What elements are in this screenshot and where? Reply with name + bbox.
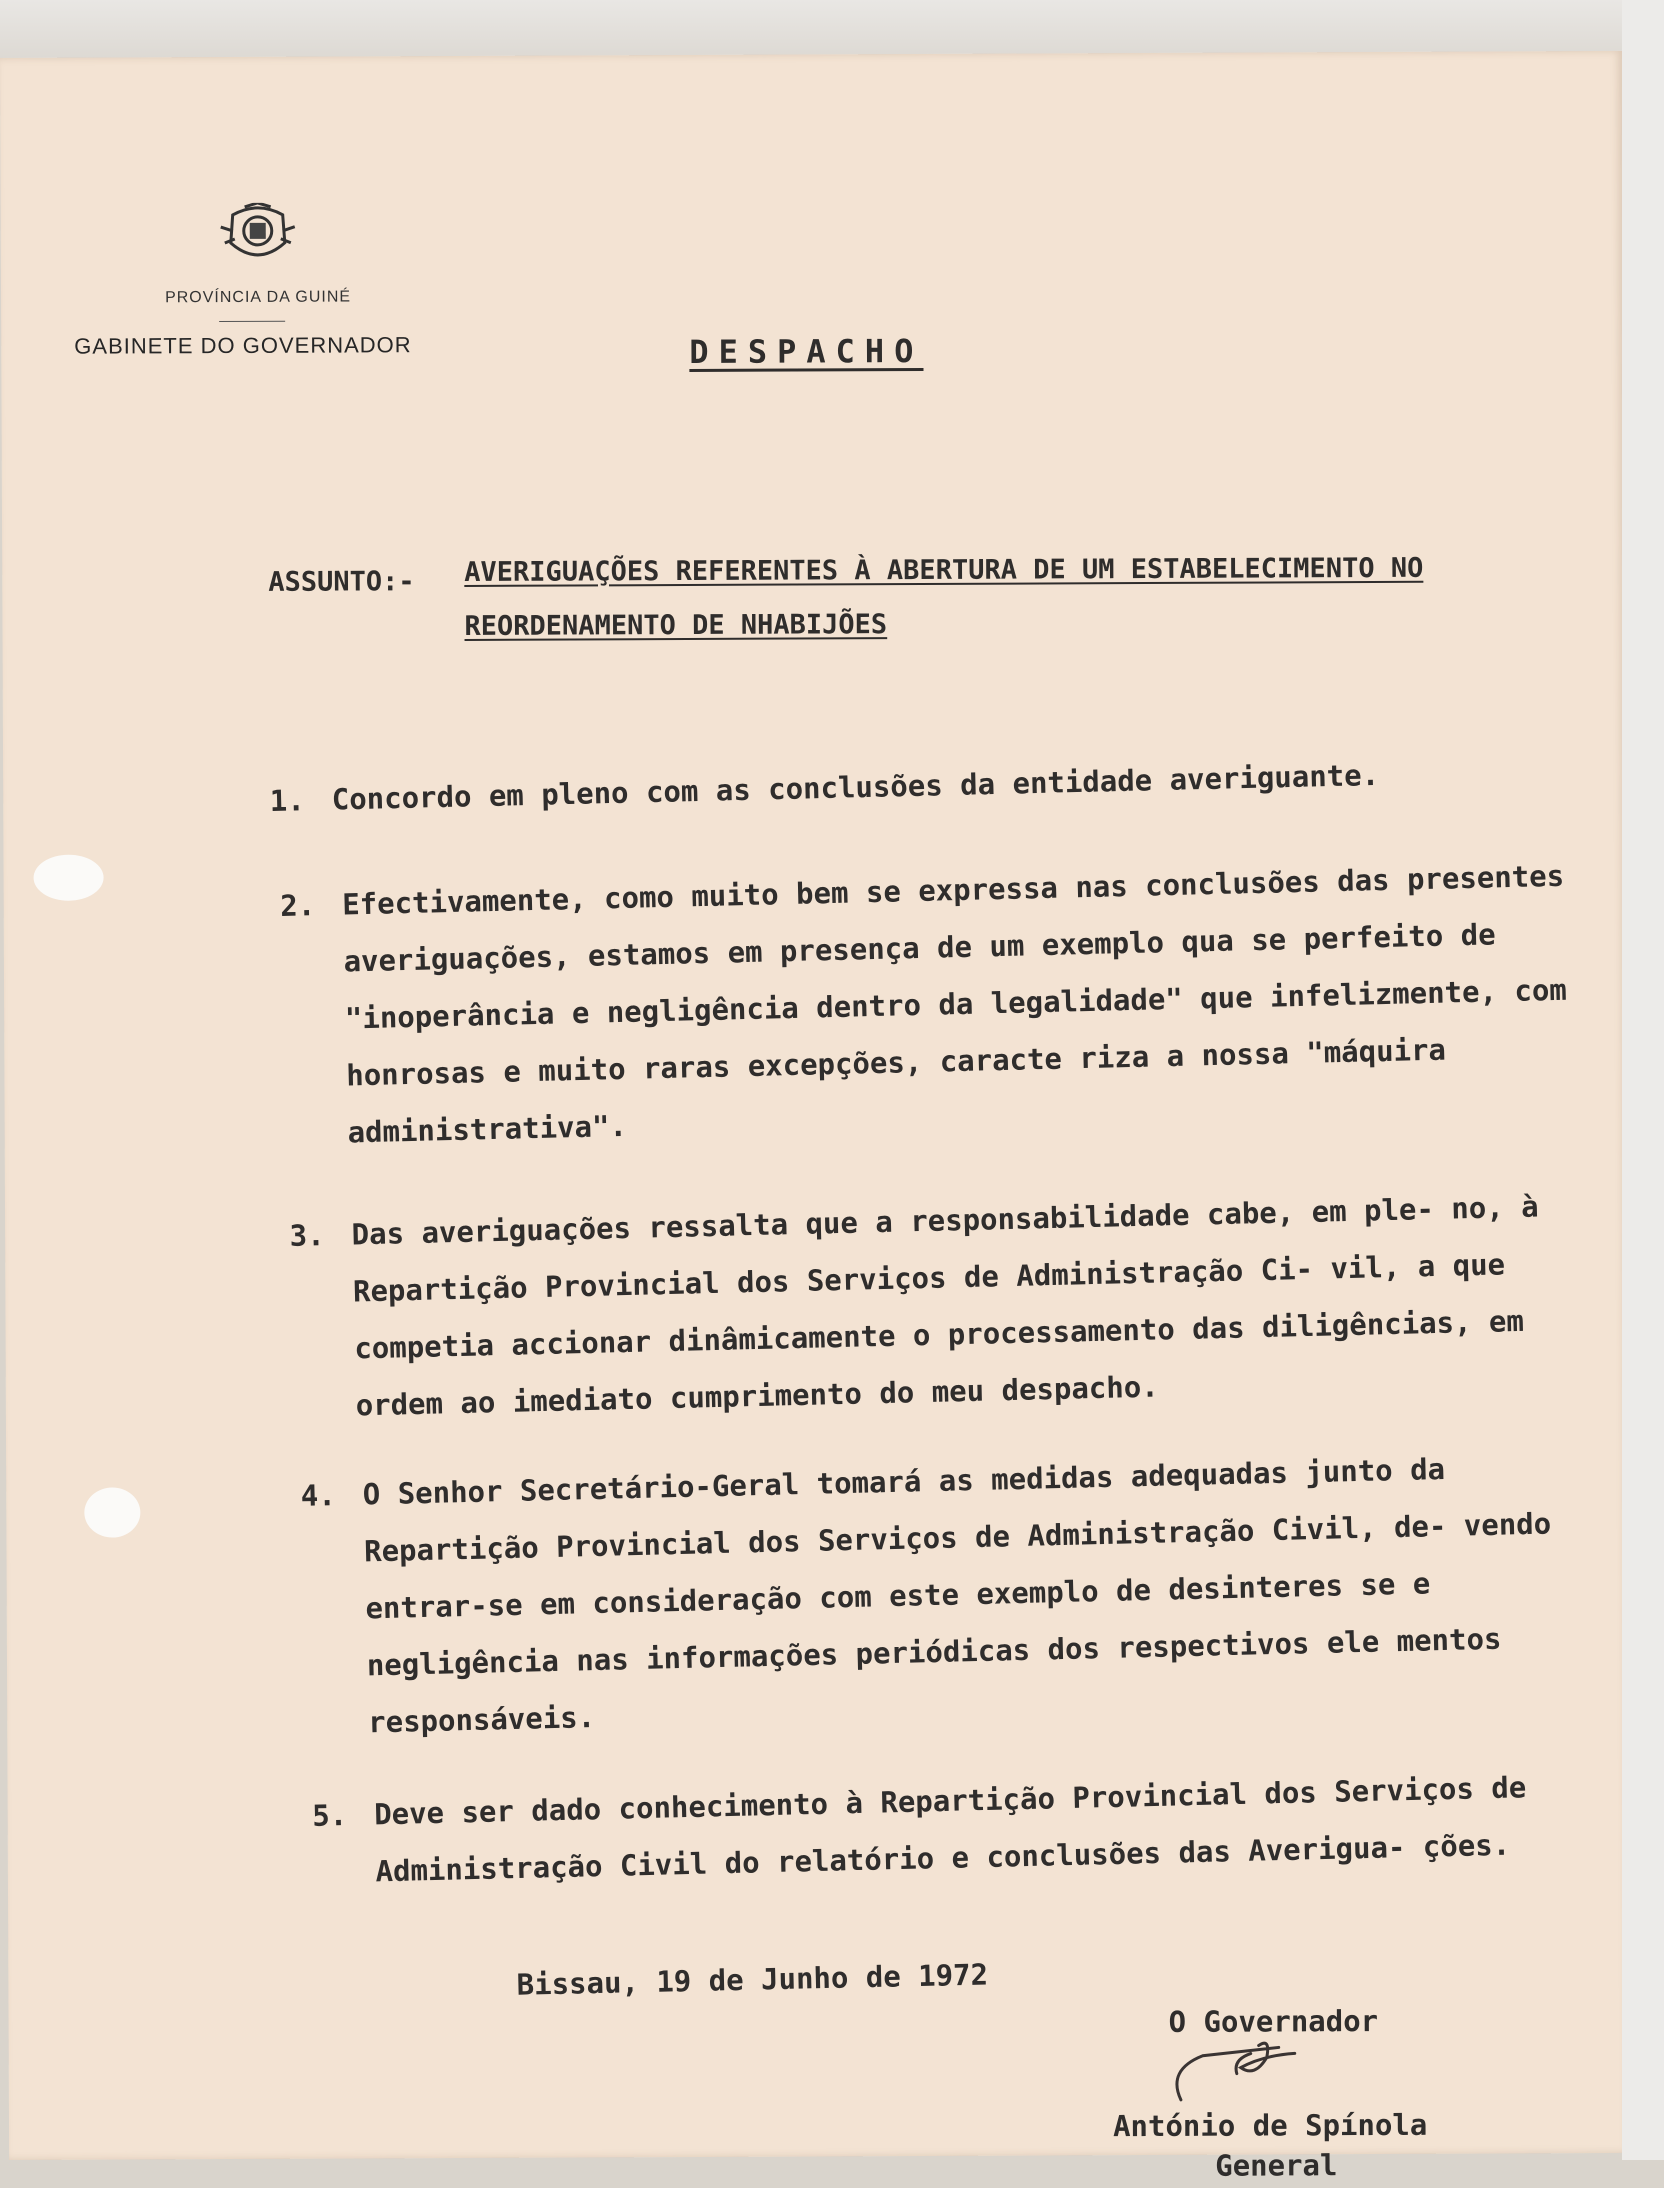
divider	[219, 321, 285, 322]
paragraph-number: 2.	[279, 888, 316, 923]
paragraph-2	[279, 847, 1588, 1161]
punch-hole	[84, 1487, 140, 1537]
signatory-rank: General	[1215, 2148, 1338, 2183]
date-line: Bissau, 19 de Junho de 1972	[516, 1957, 989, 2002]
punch-hole	[33, 855, 103, 901]
coat-of-arms-icon	[215, 203, 301, 267]
signatory-name: António de Spínola	[1112, 2107, 1428, 2144]
paragraph-4	[300, 1437, 1608, 1751]
paragraph-1	[269, 743, 1552, 829]
paragraph-number: 4.	[300, 1478, 337, 1513]
document-page	[0, 51, 1631, 2183]
paragraph-text: Concordo em pleno com as conclusões da entidade averiguante.	[331, 757, 1380, 817]
province-name: PROVÍNCIA DA GUINÉ	[165, 288, 352, 307]
paragraph-3	[289, 1177, 1596, 1434]
paragraph-text: Das averiguações ressalta que a responsabilidade cabe, em ple- no, à Repartição Provincial dos Serviços de Administração Ci- vil, a que competia accionar dinâmicamente o processamento das diligências, em ordem ao imediato cumprimento do meu despacho.	[351, 1189, 1539, 1423]
handwritten-signature	[1159, 2007, 1339, 2118]
paragraph-5	[311, 1757, 1616, 1900]
paragraph-number: 1.	[269, 783, 306, 819]
paragraph-number: 3.	[289, 1218, 326, 1253]
scan-right-margin	[1622, 0, 1664, 2160]
paragraph-number: 5.	[311, 1798, 348, 1833]
document-title: DESPACHO	[689, 331, 924, 371]
paragraph-text: Deve ser dado conhecimento à Repartição Provincial dos Serviços de Administração Civil do relatório e conclusões das Averigua- ções.	[373, 1770, 1527, 1889]
paragraph-text: O Senhor Secretário-Geral tomará as medidas adequadas junto da Repartição Provincial dos Serviços de Administração Civil, de- vendo entrar-se em consideração com este exemplo de desinteres se e negligência nas informações periódicas dos respectivos ele mentos responsáveis.	[362, 1451, 1552, 1740]
subject-label: ASSUNTO:-	[268, 566, 415, 598]
office-name: GABINETE DO GOVERNADOR	[74, 332, 412, 359]
subject-text: AVERIGUAÇÕES REFERENTES À ABERTURA DE UM ESTABELECIMENTO NO REORDENAMENTO DE NHABIJÕES	[464, 552, 1424, 642]
signatory-role: O Governador	[1168, 2004, 1379, 2039]
paragraph-text: Efectivamente, como muito bem se expressa nas conclusões das presentes averiguações, estamos em presença de um exemplo qua se perfeito de "inoperância e negligência dentro da legalidade" que infelizmente, com honrosas e muito raras excepções, caracte riza a nossa "máquira administrativa".	[341, 858, 1568, 1150]
